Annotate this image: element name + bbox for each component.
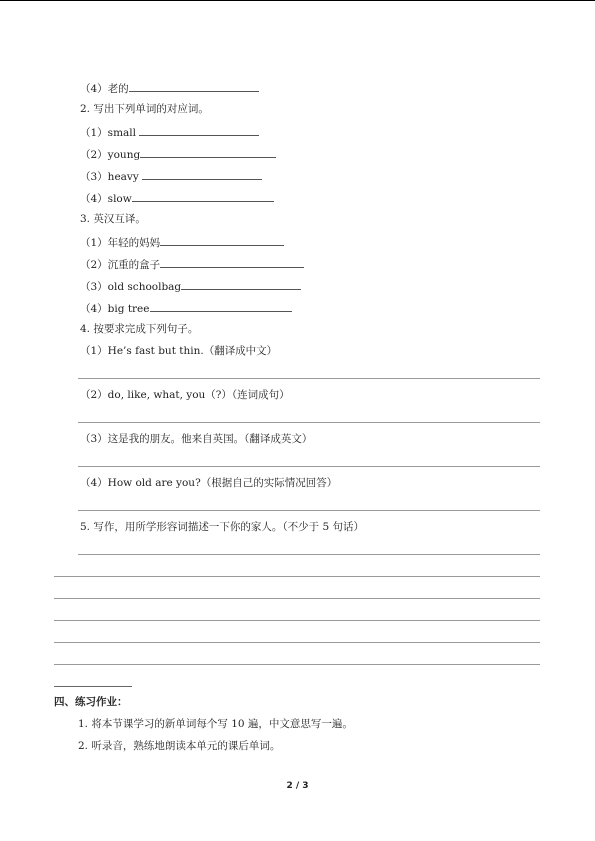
q2-item-2: [80, 147, 276, 162]
answer-blank[interactable]: [129, 81, 259, 92]
section-4-heading: 四、练习作业：: [54, 696, 128, 708]
header-rule: [0, 0, 595, 1]
q3-item-1: [80, 235, 284, 250]
q4-item-4: （4）How old are you?（根据自己的实际情况回答）: [80, 477, 338, 489]
answer-blank[interactable]: [140, 147, 276, 158]
q2-item-3: [80, 169, 262, 184]
section-divider: [54, 686, 132, 687]
q4-item-3: （3）这是我的朋友。他来自英国。（翻译成英文）: [80, 433, 313, 445]
q4-item-1: （1）He’s fast but thin.（翻译成中文）: [80, 345, 278, 357]
q1-item-4: [80, 81, 259, 96]
q2-item-4-label: （4）slow: [80, 193, 132, 205]
homework-item-1: 1. 将本节课学习的新单词每个写 10 遍，中文意思写一遍。: [78, 718, 353, 730]
answer-blank[interactable]: [160, 257, 304, 268]
q2-title: 2. 写出下列单词的对应词。: [80, 103, 209, 115]
answer-blank[interactable]: [139, 125, 259, 136]
answer-line[interactable]: [78, 466, 540, 467]
q4-title: 4. 按要求完成下列句子。: [80, 323, 199, 335]
q3-item-4-label: （4）big tree: [80, 303, 150, 315]
answer-blank[interactable]: [132, 191, 274, 202]
writing-line[interactable]: [54, 598, 540, 599]
answer-line[interactable]: [78, 378, 540, 379]
writing-line[interactable]: [54, 576, 540, 577]
q2-item-3-label: （3）heavy: [80, 171, 139, 183]
q3-item-2-label: （2）沉重的盒子: [80, 259, 161, 271]
answer-blank[interactable]: [142, 169, 262, 180]
q3-item-1-label: （1）年轻的妈妈: [80, 237, 161, 249]
q3-item-2: [80, 257, 304, 272]
q2-item-4: [80, 191, 274, 206]
q2-item-1-label: （1）small: [80, 127, 137, 139]
q3-title: 3. 英汉互译。: [80, 213, 146, 225]
q4-item-2: （2）do, like, what, you（?）（连词成句）: [80, 389, 290, 401]
q5-title: 5. 写作，用所学形容词描述一下你的家人。（不少于 5 句话）: [80, 521, 364, 533]
writing-line[interactable]: [78, 554, 540, 555]
q1-item-4-label: （4）老的: [80, 83, 129, 95]
q2-item-2-label: （2）young: [80, 149, 141, 161]
q2-item-1: [80, 125, 259, 140]
writing-line[interactable]: [54, 620, 540, 621]
q3-item-3-label: （3）old schoolbag: [80, 281, 182, 293]
answer-blank[interactable]: [150, 301, 292, 312]
q3-item-4: [80, 301, 292, 316]
answer-blank[interactable]: [181, 279, 301, 290]
answer-blank[interactable]: [160, 235, 284, 246]
page-number: 2 / 3: [286, 781, 309, 791]
answer-line[interactable]: [78, 422, 540, 423]
writing-line[interactable]: [54, 642, 540, 643]
answer-line[interactable]: [78, 510, 540, 511]
homework-item-2: 2. 听录音，熟练地朗读本单元的课后单词。: [78, 740, 281, 752]
writing-line[interactable]: [54, 664, 540, 665]
q3-item-3: [80, 279, 301, 294]
